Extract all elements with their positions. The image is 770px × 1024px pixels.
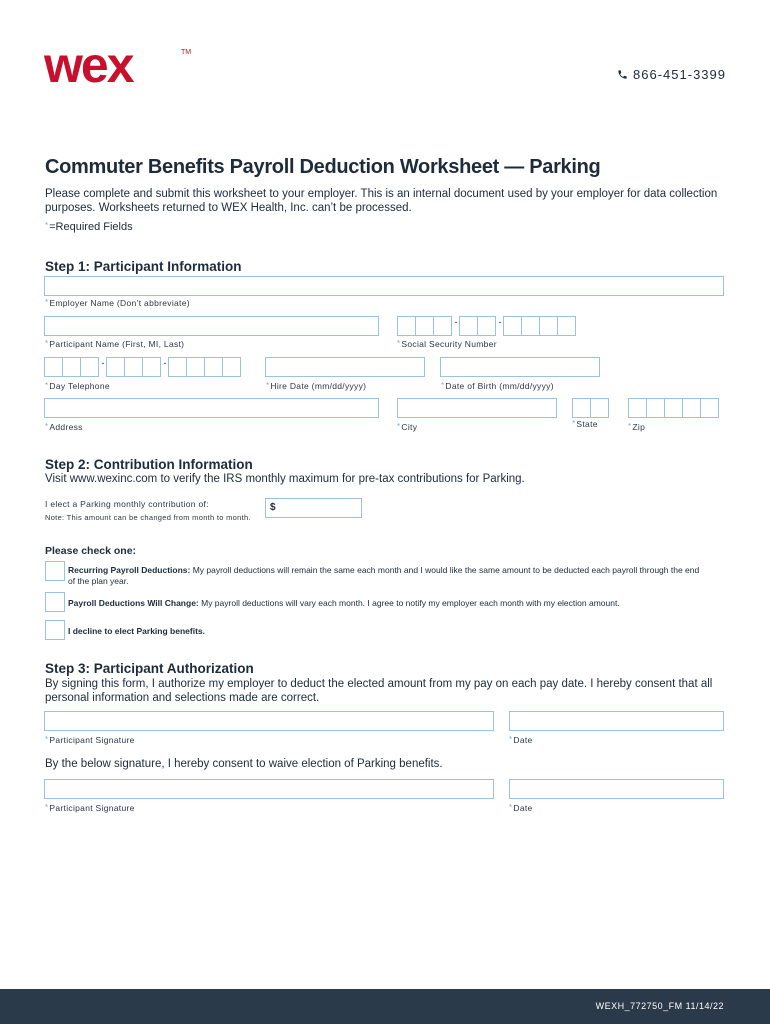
hire-date-input[interactable] xyxy=(265,357,425,377)
zip-label: *Zip xyxy=(628,422,646,432)
state-input[interactable] xyxy=(572,398,609,418)
phone-icon xyxy=(617,69,628,80)
city-label: *City xyxy=(397,422,418,432)
signature-date-label: *Date xyxy=(509,735,533,745)
monthly-contribution-input[interactable] xyxy=(265,498,362,518)
address-label: *Address xyxy=(45,422,83,432)
participant-signature-input[interactable] xyxy=(44,711,494,731)
intro-text: Please complete and submit this worksheet to your employer. This is an internal document used by your employer for data collection purposes. Worksheets returned to WEX Health, Inc. can’t be processed. xyxy=(45,188,718,214)
waive-signature-label: *Participant Signature xyxy=(45,803,135,813)
deductions-change-text: Payroll Deductions Will Change: My payroll deductions will vary each month. I agree to notify my employer each month with my election amount. xyxy=(68,598,620,608)
svg-text:TM: TM xyxy=(181,49,192,56)
step2-heading: Step 2: Contribution Information xyxy=(45,457,253,472)
participant-signature-label: *Participant Signature xyxy=(45,735,135,745)
wex-logo xyxy=(44,42,194,88)
step3-heading: Step 3: Participant Authorization xyxy=(45,661,254,676)
state-label: *State xyxy=(572,419,598,429)
signature-date-input[interactable] xyxy=(509,711,724,731)
footer-bar xyxy=(0,989,770,1024)
waive-date-label: *Date xyxy=(509,803,533,813)
phone-number: 866-451-3399 xyxy=(633,67,726,82)
waive-signature-input[interactable] xyxy=(44,779,494,799)
day-telephone-label: *Day Telephone xyxy=(45,381,110,391)
currency-symbol: $ xyxy=(270,502,276,513)
day-telephone-input[interactable]: - - xyxy=(44,357,241,377)
hire-date-label: *Hire Date (mm/dd/yyyy) xyxy=(266,381,367,391)
phone-contact xyxy=(617,67,726,82)
participant-name-label: *Participant Name (First, MI, Last) xyxy=(45,339,185,349)
recurring-deductions-text: Recurring Payroll Deductions: My payroll deductions will remain the same each month and I would like the same amount to be deducted each payroll through the end of the plan year. xyxy=(68,565,700,586)
step1-heading: Step 1: Participant Information xyxy=(45,259,242,274)
required-note: *=Required Fields xyxy=(45,221,133,233)
decline-parking-text: I decline to elect Parking benefits. xyxy=(68,626,205,636)
dob-label: *Date of Birth (mm/dd/yyyy) xyxy=(441,381,554,391)
recurring-deductions-checkbox[interactable] xyxy=(45,561,65,581)
employer-name-input[interactable] xyxy=(44,276,724,296)
city-input[interactable] xyxy=(397,398,557,418)
ssn-label: *Social Security Number xyxy=(397,339,497,349)
elect-label: I elect a Parking monthly contribution of: xyxy=(45,499,209,509)
check-one-heading: Please check one: xyxy=(45,545,137,557)
participant-name-input[interactable] xyxy=(44,316,379,336)
amount-note: Note: This amount can be changed from month to month. xyxy=(45,513,251,522)
svg-text:wex: wex xyxy=(44,42,133,88)
decline-parking-checkbox[interactable] xyxy=(45,620,65,640)
form-code: WEXH_772750_FM 11/14/22 xyxy=(595,1001,724,1011)
waive-text: By the below signature, I hereby consent to waive election of Parking benefits. xyxy=(45,758,443,770)
ssn-input[interactable]: - - xyxy=(397,316,576,336)
consent-text: By signing this form, I authorize my employer to deduct the elected amount from my pay on each pay date. I hereby consent that all personal information and selections made are correct. xyxy=(45,678,713,704)
employer-name-label: *Employer Name (Don’t abbreviate) xyxy=(45,298,190,308)
zip-input[interactable] xyxy=(628,398,719,418)
page-title: Commuter Benefits Payroll Deduction Worksheet — Parking xyxy=(45,156,601,178)
waive-date-input[interactable] xyxy=(509,779,724,799)
deductions-change-checkbox[interactable] xyxy=(45,592,65,612)
address-input[interactable] xyxy=(44,398,379,418)
irs-visit-text: Visit www.wexinc.com to verify the IRS monthly maximum for pre-tax contributions for Parking. xyxy=(45,473,525,485)
dob-input[interactable] xyxy=(440,357,600,377)
